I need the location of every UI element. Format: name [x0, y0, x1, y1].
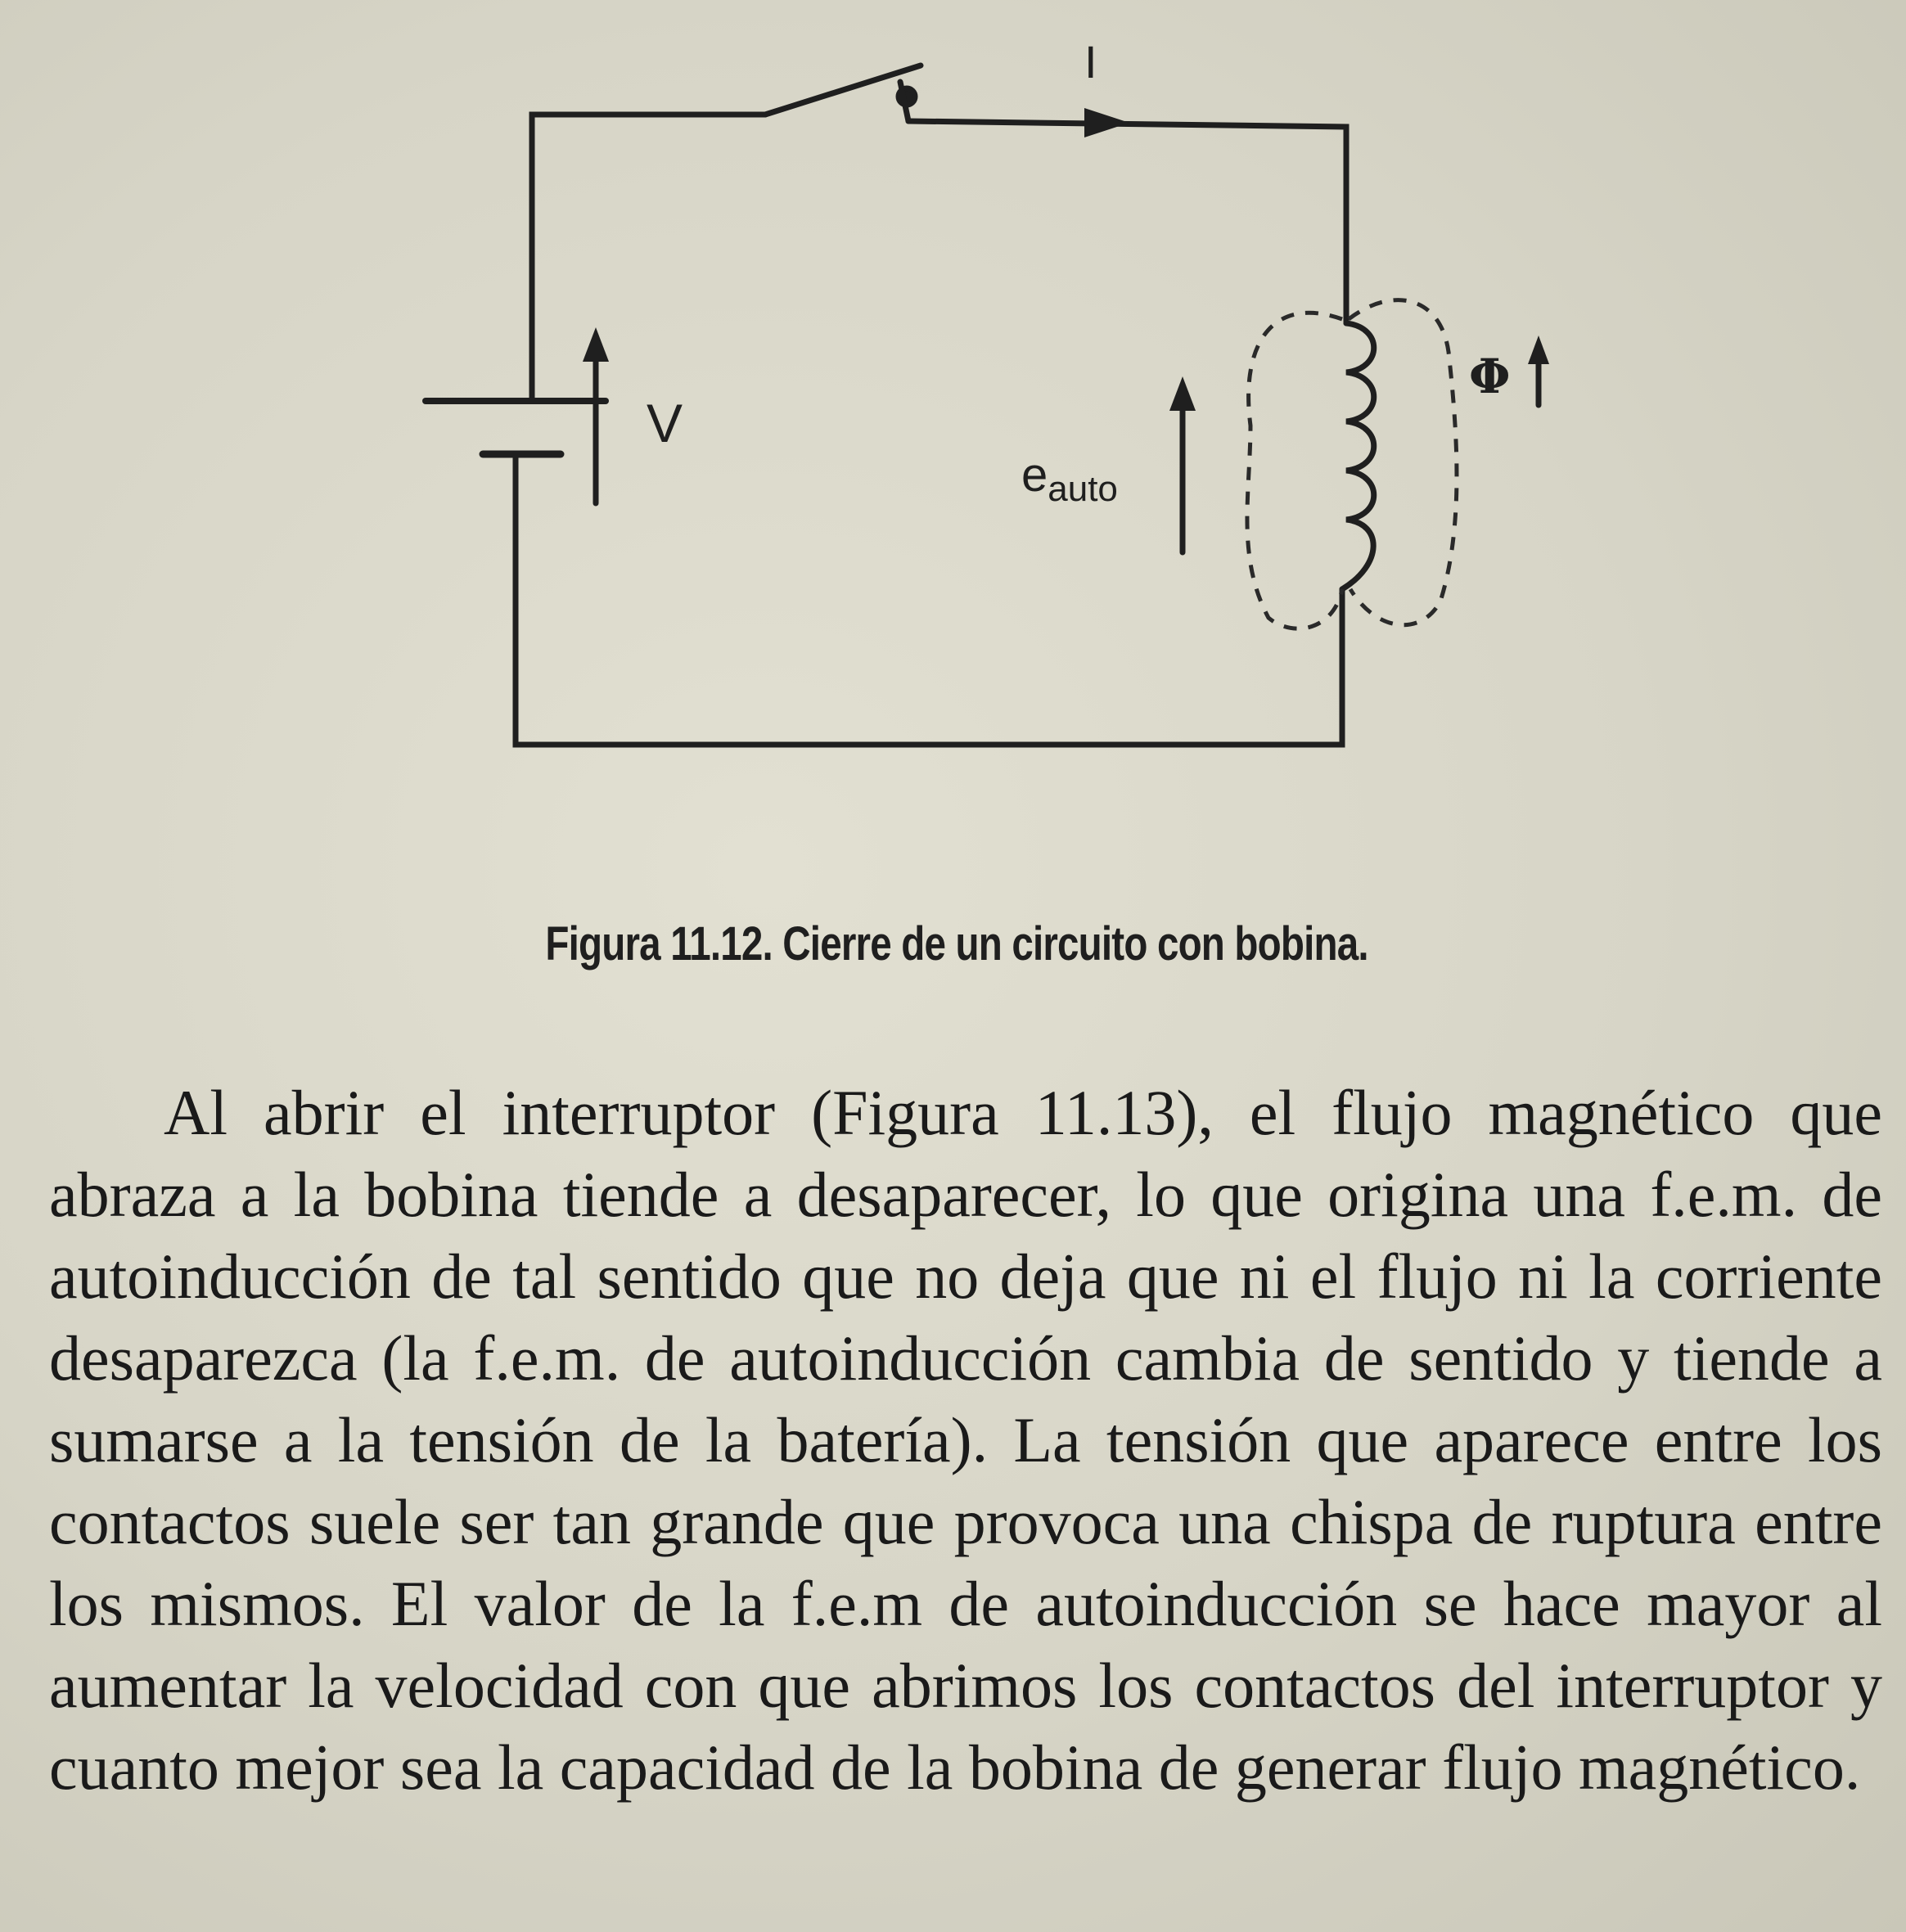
voltage-label: V: [647, 393, 683, 453]
inductor-coil: [1342, 323, 1374, 589]
flux-loop-left: [1247, 313, 1342, 628]
voltage-arrowhead: [583, 327, 609, 362]
current-label: I: [1084, 36, 1097, 88]
figure-caption: Figura 11.12. Cierre de un circuito con bobina.: [545, 917, 1368, 971]
wire-top-right: [908, 121, 1346, 323]
emf-label: $e_{auto}$: [1021, 448, 1118, 509]
emf-arrowhead: [1169, 376, 1196, 411]
wire-left-bottom: [516, 454, 1342, 745]
body-paragraph: Al abrir el interruptor (Figura 11.13), el flujo magnético que abraza a la bobina tiende a desaparecer, lo que origina una f.e.m. de autoinducción de tal sentido que no deja que ni el flujo ni la corriente desaparezca (la f.e.m. de autoinducción cambia de sentido y tiende a sumarse a la tensión de la batería). La tensión que aparece entre los contactos suele ser tan grande que provoca una chispa de ruptura entre los mismos. El valor de la f.e.m de autoinducción se hace mayor al aumentar la velocidad con que abrimos los contactos del interruptor y cuanto mejor sea la capacidad de la bobina de generar flujo magnético.: [49, 1077, 1882, 1803]
current-arrowhead: [1084, 108, 1129, 137]
wire-left-top: [532, 115, 765, 401]
switch-blade: [765, 65, 921, 115]
circuit-diagram: [0, 0, 1906, 916]
flux-arrowhead: [1528, 336, 1549, 364]
flux-label: Φ: [1469, 349, 1511, 404]
